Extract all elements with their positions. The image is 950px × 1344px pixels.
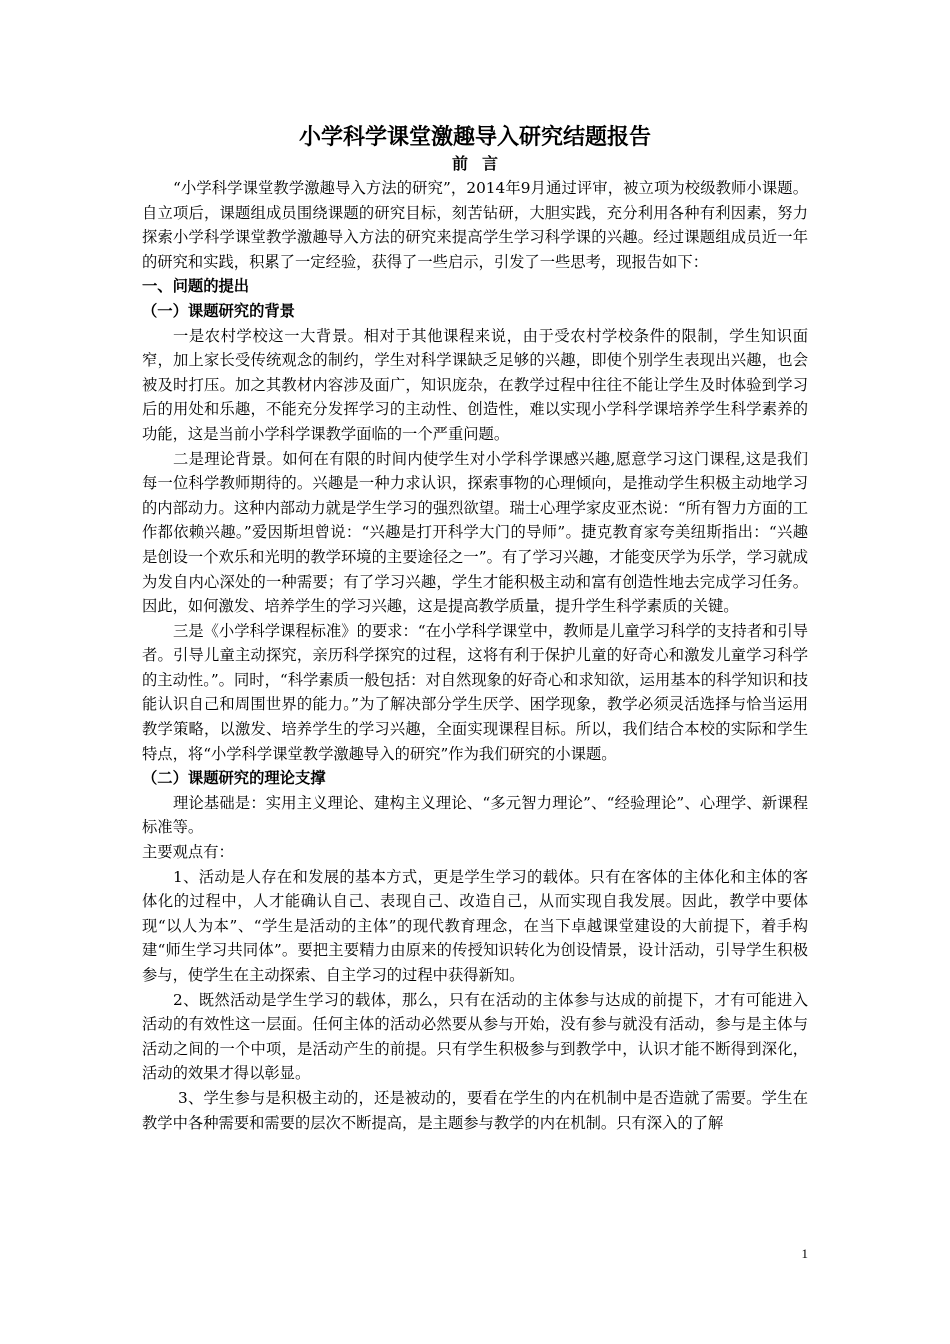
view-paragraph-2: 2、既然活动是学生学习的载体，那么，只有在活动的主体参与达成的前提下，才有可能进入活动的有效性这一层面。任何主体的活动必然要从参与开始，没有参与就没有活动，参与是主体与活动之间的一个中项，是活动产生的前提。只有学生积极参与到教学中，认识才能不断得到深化，活动的效果才得以彰显。 xyxy=(142,990,808,1083)
subsection-heading-theory: （二）课题研究的理论支撑 xyxy=(142,769,326,788)
theory-paragraph: 理论基础是：实用主义理论、建构主义理论、“多元智力理论”、“经验理论”、心理学、新课程标准等。 xyxy=(142,793,808,837)
preface-heading: 前言 xyxy=(451,154,512,173)
background-paragraph-1: 一是农村学校这一大背景。相对于其他课程来说，由于受农村学校条件的限制，学生知识面窄，加上家长受传统观念的制约，学生对科学课缺乏足够的兴趣，即使个别学生表现出兴趣，也会被及时打压。加之其教材内容涉及面广，知识庞杂，在教学过程中往往不能让学生及时体验到学习后的用处和乐趣，不能充分发挥学习的主动性、创造性，难以实现小学科学课培养学生科学素养的功能，这是当前小学科学课教学面临的一个严重问题。 xyxy=(142,326,808,443)
subsection-heading-background: （一）课题研究的背景 xyxy=(142,301,295,320)
document-body xyxy=(142,122,808,1135)
document-title: 小学科学课堂激趣导入研究结题报告 xyxy=(298,124,651,150)
intro-paragraph: “小学科学课堂教学激趣导入方法的研究”，2014年9月通过评审，被立项为校级教师小课题。自立项后，课题组成员围绕课题的研究目标，刻苦钻研，大胆实践，充分利用各种有利因素，努力探索小学科学课堂教学激趣导入方法的研究来提高学生学习科学课的兴趣。经过课题组成员近一年的研究和实践，积累了一定经验，获得了一些启示，引发了一些思考，现报告如下： xyxy=(142,179,808,271)
view-paragraph-1: 1、活动是人存在和发展的基本方式，更是学生学习的载体。只有在客体的主体化和主体的客体化的过程中，人才能确认自己、表现自己、改造自己，从而实现自我发展。因此，教学中要体现“以人为本”、“学生是活动的主体”的现代教育理念，在当下卓越课堂建设的大前提下，着手构建“师生学习共同体”。要把主要精力由原来的传授知识转化为创设情景，设计活动，引导学生积极参与，使学生在主动探索、自主学习的过程中获得新知。 xyxy=(142,867,808,984)
page-number: 1 xyxy=(801,1246,808,1261)
background-paragraph-2: 二是理论背景。如何在有限的时间内使学生对小学科学课感兴趣,愿意学习这门课程,这是我们每一位科学教师期待的。兴趣是一种力求认识，探索事物的心理倾向，是推动学生积极主动地学习的内部动力。这种内部动力就是学生学习的强烈欲望。瑞士心理学家皮亚杰说：“所有智力方面的工作都依赖兴趣。”爱因斯坦曾说：“兴趣是打开科学大门的导师”。捷克教育家夸美纽斯指出：“兴趣是创设一个欢乐和光明的教学环境的主要途径之一”。有了学习兴趣，才能变厌学为乐学，学习就成为发自内心深处的一种需要；有了学习兴趣，学生才能积极主动和富有创造性地去完成学习任务。因此，如何激发、培养学生的学习兴趣，这是提高教学质量，提升学生科学素质的关键。 xyxy=(142,449,808,616)
view-paragraph-3: 3、学生参与是积极主动的，还是被动的，要看在学生的内在机制中是否造就了需要。学生在教学中各种需要和需要的层次不断提高，是主题参与教学的内在机制。只有深入的了解 xyxy=(142,1088,808,1132)
views-label: 主要观点有： xyxy=(142,843,234,862)
background-paragraph-3: 三是《小学科学课程标准》的要求：“在小学科学课堂中，教师是儿童学习科学的支持者和引导者。引导儿童主动探究，亲历科学探究的过程，这将有利于保护儿童的好奇心和激发儿童学习科学的主动性。”。同时，“科学素质一般包括：对自然现象的好奇心和求知欲，运用基本的科学知识和技能认识自己和周围世界的能力。”为了解决部分学生厌学、困学现象，教学必须灵活选择与恰当运用教学策略，以激发、培养学生的学习兴趣，全面实现课程目标。所以，我们结合本校的实际和学生特点，将“小学科学课堂教学激趣导入的研究”作为我们研究的小课题。 xyxy=(142,621,808,763)
section-heading-1: 一、问题的提出 xyxy=(142,277,250,296)
